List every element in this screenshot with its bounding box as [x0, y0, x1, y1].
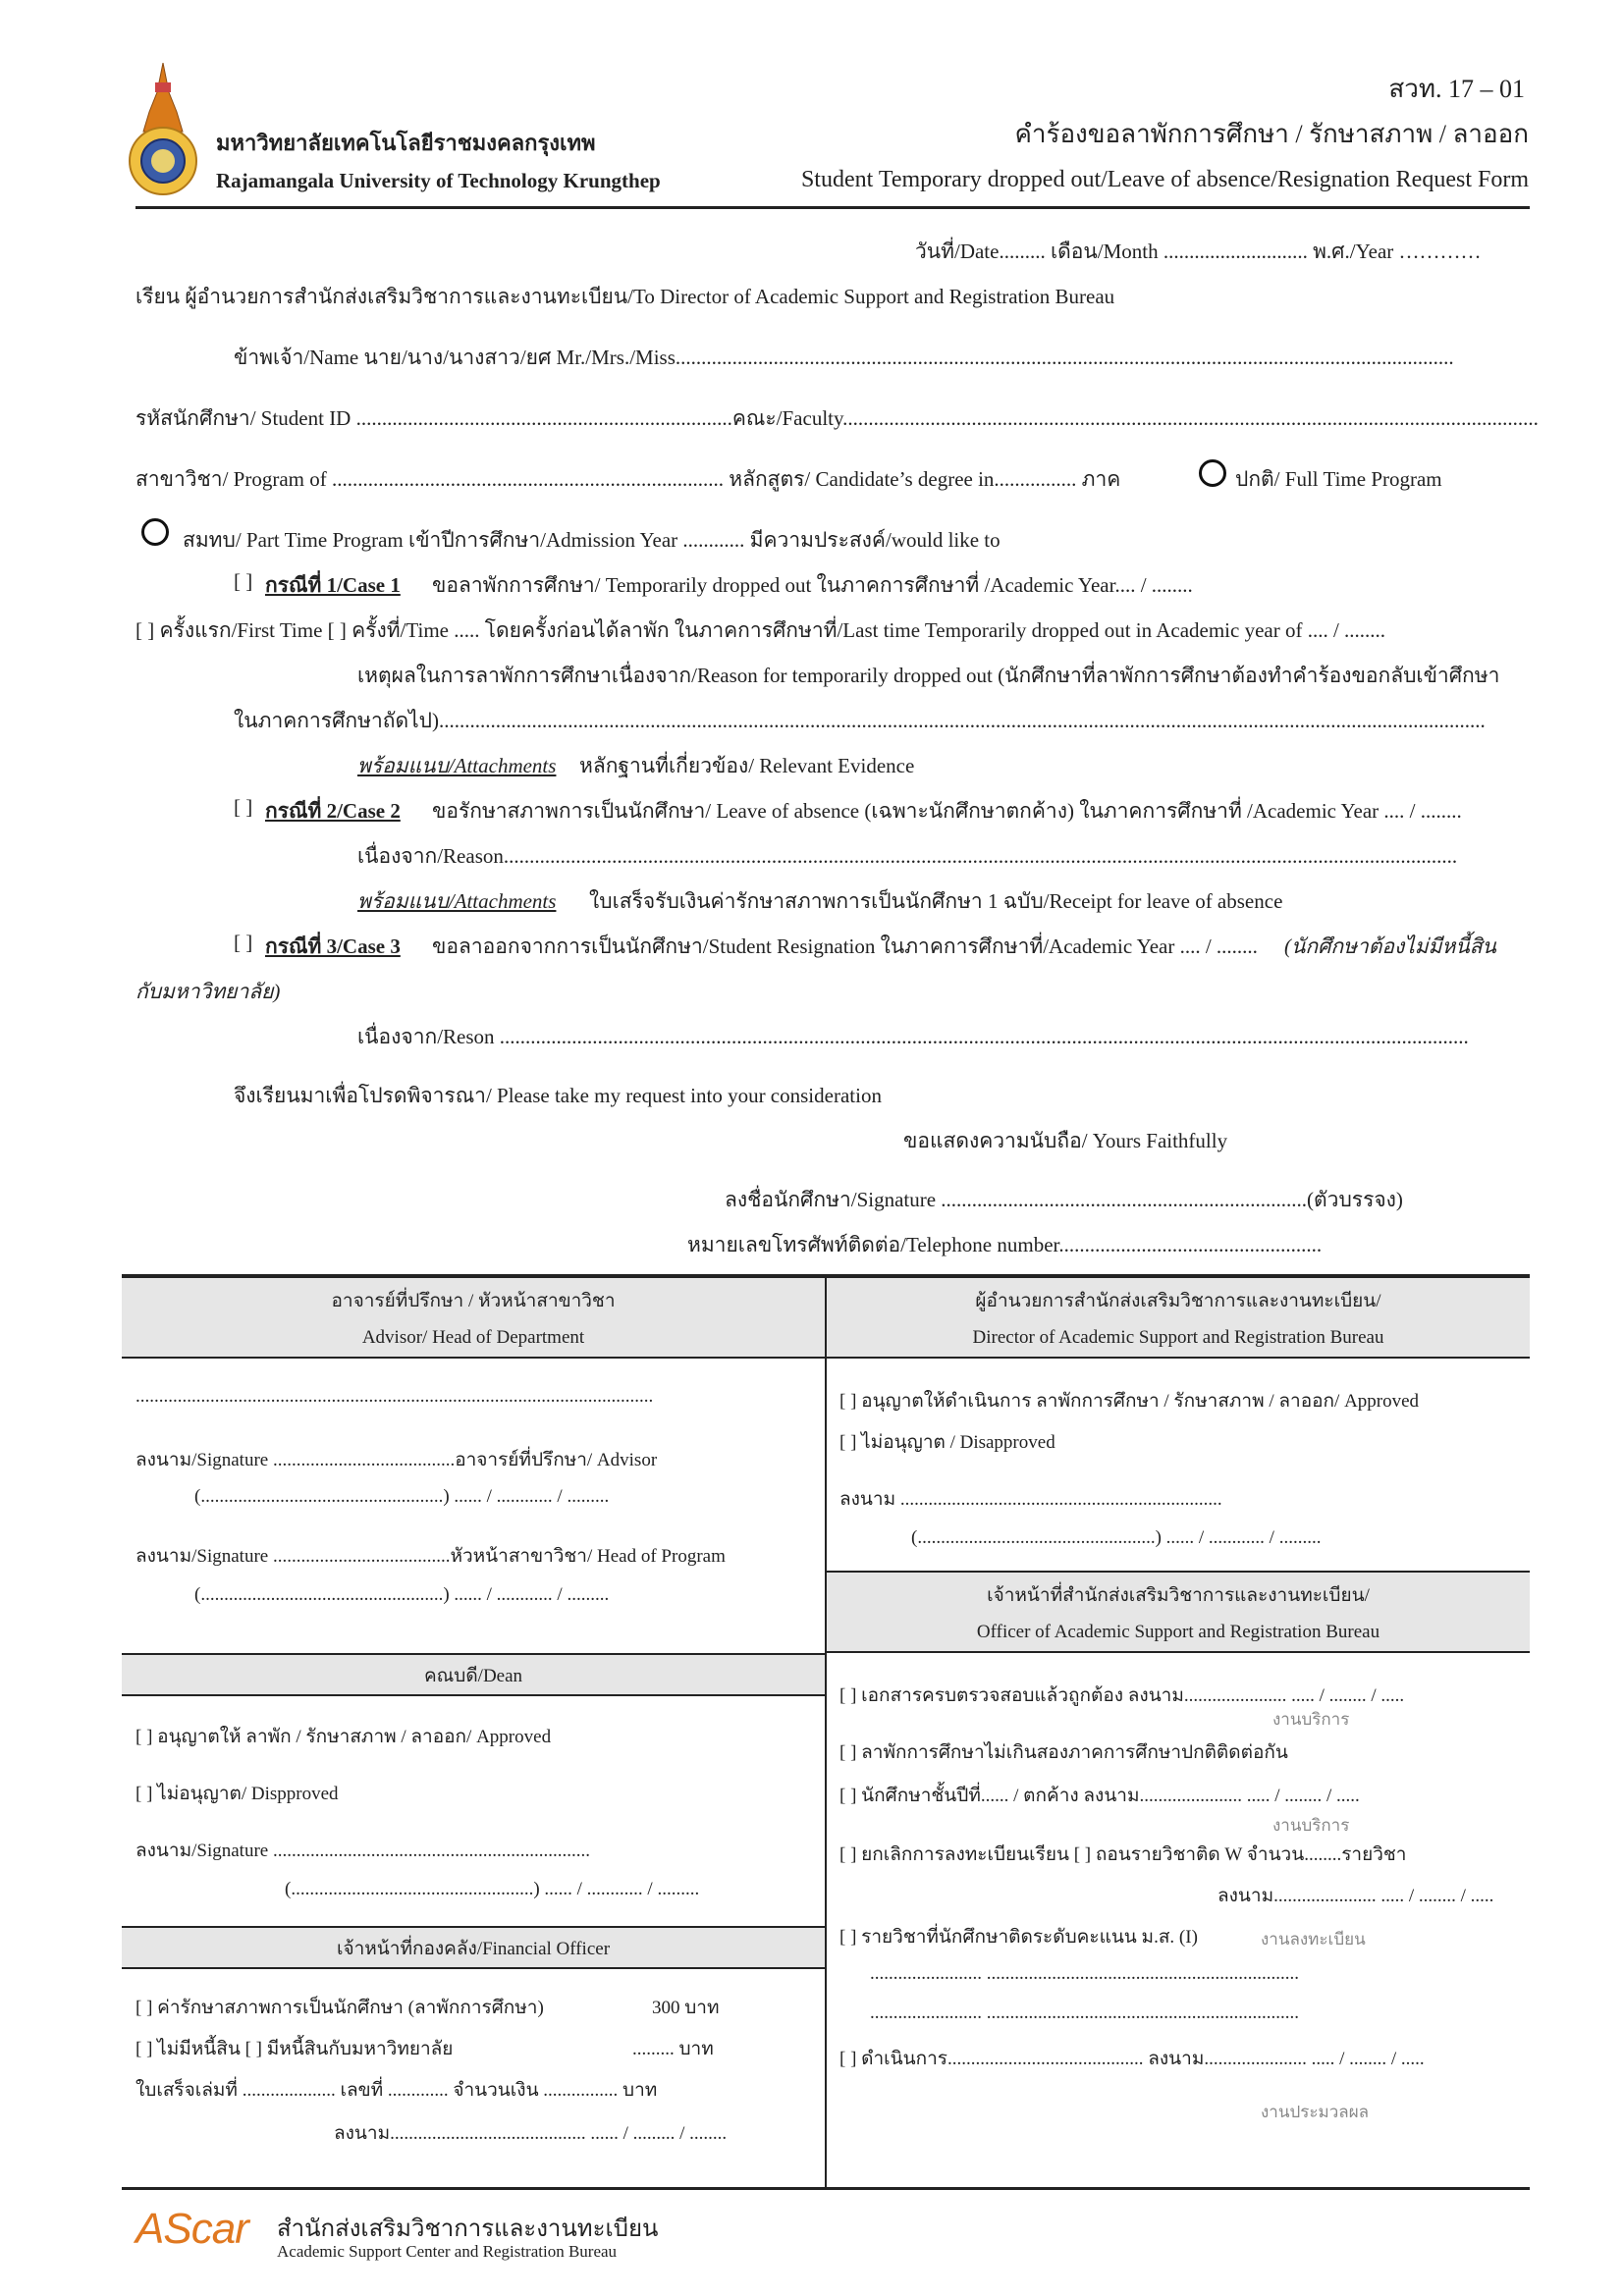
advisor-header-en: Advisor/ Head of Department	[361, 1327, 585, 1348]
advisor-header-th: อาจารย์ที่ปรึกษา / หัวหน้าสาขาวิชา	[331, 1291, 616, 1311]
program-field: สาขาวิชา/ Program of ............................................................................ หลักสูตร/ Candidate’s degree in................ ภาค	[135, 467, 1121, 491]
attachments2-text: ใบเสร็จรับเงินค่ารักษาสภาพการเป็นนักศึกษา 1 ฉบับ/Receipt for leave of absence	[589, 889, 1283, 913]
case1-checkbox[interactable]: [ ]	[234, 569, 253, 593]
first-time-line: [ ] ครั้งแรก/First Time [ ] ครั้งที่/Time ..... โดยครั้งก่อนได้ลาพัก ในภาคการศึกษาที่/Last time Temporarily dropped out in Academic year of .... / ........	[135, 618, 1386, 642]
cancel-registration-item[interactable]: [ ] ยกเลิกการลงทะเบียนเรียน [ ] ถอนรายวิชาติด W จำนวน........รายวิชา	[839, 1844, 1407, 1865]
reason1-line: เหตุผลในการลาพักการศึกษาเนื่องจาก/Reason for temporarily dropped out (นักศึกษาที่ลาพักการศึกษาต้องทำคำร้องขอกลับเข้าศึกษา	[357, 664, 1500, 687]
university-crest	[126, 63, 200, 200]
attachments1-label: พร้อมแนบ/Attachments	[357, 754, 557, 777]
reason3-line: เนื่องจาก/Reson ............................................................................................................................................................................................	[357, 1025, 1469, 1048]
director-header-th: ผู้อำนวยการสำนักส่งเสริมวิชาการและงานทะเบียน/	[975, 1291, 1381, 1311]
evaluation-label: งานประมวลผล	[1261, 2103, 1370, 2121]
full-time-radio[interactable]	[1199, 459, 1226, 487]
director-disapproved[interactable]: [ ] ไม่อนุญาต / Disapproved	[839, 1432, 1055, 1453]
financial-header-label: เจ้าหน้าที่กองคลัง/Financial Officer	[336, 1939, 611, 1959]
service-label-1: งานบริการ	[1272, 1710, 1350, 1729]
service-label-2: งานบริการ	[1272, 1816, 1350, 1835]
incomplete-blank-2: ........................ ...................................................................	[870, 2002, 1299, 2023]
yours-faithfully: ขอแสดงความนับถือ/ Yours Faithfully	[903, 1129, 1228, 1152]
case3-note-cont: กับมหาวิทยาลัย)	[135, 980, 281, 1003]
case3-checkbox[interactable]: [ ]	[234, 931, 253, 954]
advisor-signature: ลงนาม/Signature .......................................อาจารย์ที่ปรึกษา/ Advisor	[135, 1450, 658, 1470]
case2-label: กรณีที่ 2/Case 2	[265, 799, 401, 823]
financial-signature: ลงนาม.......................................... ...... / ......... / ........	[334, 2123, 728, 2144]
consideration-line: จึงเรียนมาเพื่อโปรดพิจารณา/ Please take my request into your consideration	[234, 1084, 882, 1107]
university-name-th: มหาวิทยาลัยเทคโนโลยีราชมงคลกรุงเทพ	[216, 131, 596, 155]
head-program-signature: ลงนาม/Signature ......................................หัวหน้าสาขาวิชา/ Head of Program	[135, 1546, 726, 1567]
head-program-name: (....................................................) ...... / ............ / .........	[194, 1584, 610, 1605]
receipt-line: ใบเสร็จเล่มที่ .................... เลขที่ ............. จำนวนเงิน ................ บาท	[135, 2080, 658, 2101]
table-center-divider	[825, 1274, 827, 2187]
header-divider	[135, 206, 1530, 209]
advisor-name: (....................................................) ...... / ............ / .........	[194, 1486, 610, 1507]
case2-checkbox[interactable]: [ ]	[234, 795, 253, 819]
attachments1-text: หลักฐานที่เกี่ยวข้อง/ Relevant Evidence	[579, 754, 915, 777]
debt-item[interactable]: [ ] ไม่มีหนี้สิน [ ] มีหนี้สินกับมหาวิทยาลัย	[135, 2039, 454, 2059]
form-code: สวท. 17 – 01	[1388, 75, 1525, 103]
form-title-th: คำร้องขอลาพักการศึกษา / รักษาสภาพ / ลาออก	[1014, 120, 1529, 148]
footer-org-en: Academic Support Center and Registration Bureau	[277, 2242, 618, 2261]
part-time-label: สมทบ/ Part Time Program เข้าปีการศึกษา/Admission Year ............ มีความประสงค์/would like to	[183, 528, 1001, 552]
year-student-item[interactable]: [ ] นักศึกษาชั้นปีที่...... / ตกค้าง ลงนาม...................... ..... / ........ / .....	[839, 1786, 1360, 1806]
case2-text: ขอรักษาสภาพการเป็นนักศึกษา/ Leave of absence (เฉพาะนักศึกษาตกค้าง) ในภาคการศึกษาที่ /Academic Year .... / ........	[432, 799, 1462, 823]
ascar-logo	[135, 2205, 248, 2264]
officer-header-en: Officer of Academic Support and Registration Bureau	[976, 1622, 1380, 1642]
fee-amount: 300 บาท	[652, 1998, 720, 2018]
telephone-field: หมายเลขโทรศัพท์ติดต่อ/Telephone number...................................................	[687, 1233, 1323, 1256]
dean-approved[interactable]: [ ] อนุญาตให้ ลาพัก / รักษาสภาพ / ลาออก/ Approved	[135, 1727, 552, 1747]
date-line: วันที่/Date......... เดือน/Month ............................ พ.ศ./Year …………	[915, 240, 1482, 263]
director-header-en: Director of Academic Support and Registration Bureau	[972, 1327, 1384, 1348]
ascar-logo-text: AScar	[135, 2205, 248, 2253]
salutation: เรียน ผู้อำนวยการสำนักส่งเสริมวิชาการและงานทะเบียน/To Director of Academic Support and Registration Bureau	[135, 285, 1115, 308]
case1-text: ขอลาพักการศึกษา/ Temporarily dropped out ในภาคการศึกษาที่ /Academic Year.... / ........	[432, 573, 1193, 597]
dean-name: (....................................................) ...... / ............ / .........	[285, 1879, 700, 1899]
dean-header-label: คณบดี/Dean	[423, 1666, 523, 1686]
part-time-radio[interactable]	[141, 518, 169, 546]
attachments2-label: พร้อมแนบ/Attachments	[357, 889, 557, 913]
student-signature: ลงชื่อนักศึกษา/Signature .......................................................................(ตัวบรรจง)	[725, 1188, 1403, 1211]
not-exceed-item[interactable]: [ ] ลาพักการศึกษาไม่เกินสองภาคการศึกษาปกติติดต่อกัน	[839, 1742, 1288, 1763]
reason2-line: เนื่องจาก/Reason.........................................................................................................................................................................................	[357, 844, 1458, 868]
debt-amount: ......... บาท	[632, 2039, 714, 2059]
reason1-cont: ในภาคการศึกษาถัดไป)...........................................................................................................................................................................................................	[234, 709, 1486, 732]
registration-label: งานลงทะเบียน	[1261, 1930, 1366, 1949]
process-item[interactable]: [ ] ดำเนินการ.......................................... ลงนาม...................... ..... / ........ / .....	[839, 2049, 1425, 2069]
case1-label: กรณีที่ 1/Case 1	[265, 573, 401, 597]
case3-label: กรณีที่ 3/Case 3	[265, 934, 401, 958]
dean-disapproved[interactable]: [ ] ไม่อนุญาต/ Dispproved	[135, 1784, 339, 1804]
cancel-signature: ลงนาม...................... ..... / ........ / .....	[1217, 1886, 1494, 1906]
dean-signature: ลงนาม/Signature ....................................................................	[135, 1841, 590, 1861]
name-field: ข้าพเจ้า/Name นาย/นาง/นางสาว/ยศ Mr./Mrs./Miss.......................................................................................................................................................	[234, 346, 1454, 369]
case3-text: ขอลาออกจากการเป็นนักศึกษา/Student Resignation ในภาคการศึกษาที่/Academic Year .... / ........	[432, 934, 1258, 958]
university-name-en: Rajamangala University of Technology Krungthep	[216, 169, 661, 192]
doc-check-item[interactable]: [ ] เอกสารครบตรวจสอบแล้วถูกต้อง ลงนาม...................... ..... / ........ / .....	[839, 1685, 1405, 1706]
incomplete-blank-1: ........................ ...................................................................	[870, 1963, 1299, 1984]
footer-divider	[122, 2187, 1530, 2190]
director-name: (...................................................) ...... / ............ / .........	[911, 1527, 1322, 1548]
full-time-label: ปกติ/ Full Time Program	[1235, 467, 1442, 491]
fee-item[interactable]: [ ] ค่ารักษาสภาพการเป็นนักศึกษา (ลาพักการศึกษา)	[135, 1998, 544, 2018]
officer-header-th: เจ้าหน้าที่สำนักส่งเสริมวิชาการและงานทะเบียน/	[987, 1585, 1370, 1606]
student-id-field: รหัสนักศึกษา/ Student ID .........................................................................คณะ/Faculty.......................................................................................................................................	[135, 406, 1539, 430]
director-approved[interactable]: [ ] อนุญาตให้ดำเนินการ ลาพักการศึกษา / รักษาสภาพ / ลาออก/ Approved	[839, 1391, 1420, 1412]
incomplete-grade-item[interactable]: [ ] รายวิชาที่นักศึกษาติดระดับคะแนน ม.ส. (I)	[839, 1927, 1198, 1948]
case3-note: (นักศึกษาต้องไม่มีหนี้สิน	[1284, 934, 1496, 958]
advisor-comment-line: ...............................................................................................................	[135, 1386, 654, 1407]
director-signature: ลงนาม .....................................................................	[839, 1489, 1222, 1510]
footer-org-th: สำนักส่งเสริมวิชาการและงานทะเบียน	[277, 2216, 659, 2242]
form-title-en: Student Temporary dropped out/Leave of absence/Resignation Request Form	[800, 167, 1529, 192]
